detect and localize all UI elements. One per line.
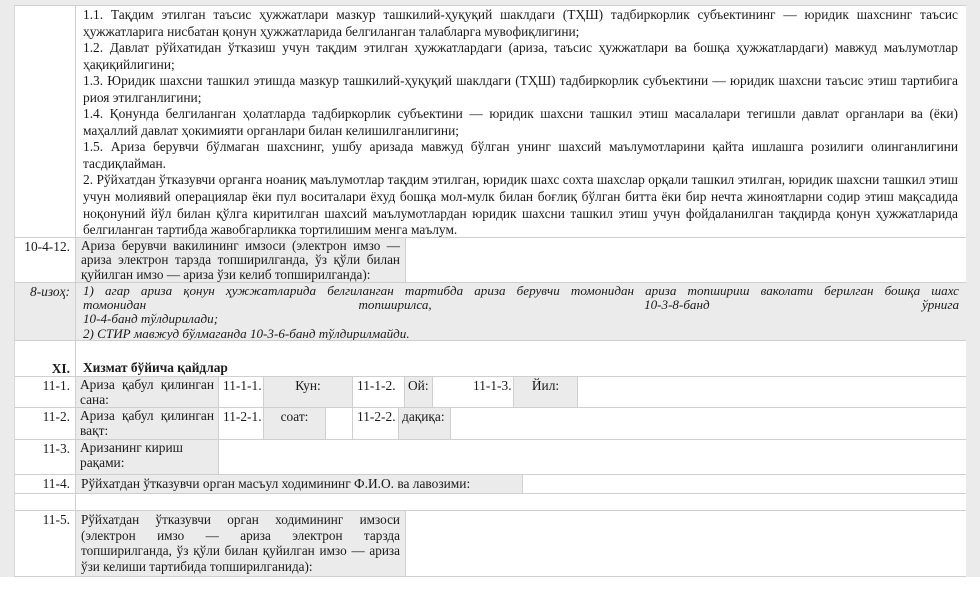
spacer-row xyxy=(15,341,966,360)
row-number-empty xyxy=(15,494,76,510)
sub-code: 11-1-1. xyxy=(219,377,264,407)
row-11-3 xyxy=(15,440,966,475)
entry-number-label: Аризанинг кириш рақами: xyxy=(76,440,219,474)
year-label: Йил: xyxy=(513,377,578,407)
note-word: 10-3-8-банд xyxy=(644,296,710,312)
page-margin-left xyxy=(0,0,14,577)
month-label: Ой: xyxy=(405,377,433,407)
row-number: 11-4. xyxy=(15,475,76,493)
time-received-label: Ариза қабул қилинган вақт: xyxy=(76,408,219,439)
note-line: 1) агар ариза қонун ҳужжатларида белгиланган тартибда ариза берувчи томонидан ариза топшириш ваколати берилган бошқа шахс xyxy=(83,282,959,298)
empty-cell xyxy=(76,494,966,510)
note-8-text xyxy=(76,283,966,341)
representative-signature-fill-cell[interactable] xyxy=(406,238,966,282)
row-11-2 xyxy=(15,408,966,440)
month-fill-cell[interactable] xyxy=(433,377,469,407)
page-margin-right xyxy=(966,0,980,577)
year-fill-cell[interactable] xyxy=(578,377,966,407)
declaration-paragraph: 1.1. Тақдим этилган таъсис ҳужжатлари мазкур ташкилий-ҳуқуқий шаклдаги (ТҲШ) тадбиркорлик субъектининг — юридик шахснинг таъсис ҳужжатларига нисбатан қонун ҳужжатларида белгиланган талабларга мувофиқлигини; xyxy=(83,7,958,39)
sub-code: 11-2-2. xyxy=(353,408,399,439)
official-signature-label: Рўйхатдан ўтказувчи орган ходимининг имзоси (электрон имзо — ариза электрон тарзда топширилганда, ўз қўли билан қуйилган имзо — ариза ўзи келиши тартибида топширилганида): xyxy=(76,511,406,576)
sub-code: 11-1-2. xyxy=(353,377,405,407)
section-number: XI. xyxy=(15,360,76,376)
sub-code: 11-2-1. xyxy=(219,408,264,439)
hour-label: соат: xyxy=(264,408,326,439)
note-word: ўрнига xyxy=(921,296,959,312)
note-word: томонидан xyxy=(83,296,147,312)
row-number: 8-изоҳ: xyxy=(15,283,76,341)
entry-number-fill-cell[interactable] xyxy=(219,440,966,474)
row-number: 11-2. xyxy=(15,408,76,439)
note-line: 2) СТИР мавжуд бўлмаганда 10-3-6-банд тўлдирилмайди. xyxy=(83,325,410,341)
declaration-paragraph: 1.2. Давлат рўйхатидан ўтказиш учун тақдим этилган ҳужжатлардаги (ариза, таъсис ҳужжатлари ва бошқа ҳужжатлардаги) мавжуд маълумотлар ҳақиқийлигини; xyxy=(83,40,958,72)
registration-form-table xyxy=(14,5,966,577)
minute-fill-cell[interactable] xyxy=(451,408,966,439)
representative-signature-label: Ариза берувчи вакилининг имзоси (электрон имзо — ариза электрон тарзда топширилганда, ўз қўли билан қуйилган имзо — ариза ўзи келиб топширилганда): xyxy=(76,238,406,282)
row-11-1 xyxy=(15,377,966,408)
empty-cell xyxy=(76,341,966,360)
sub-code: 11-1-3. xyxy=(473,378,512,394)
official-signature-fill-cell[interactable] xyxy=(406,511,966,576)
date-received-label: Ариза қабул қилинган сана: xyxy=(76,377,219,407)
declaration-paragraph: 1.3. Юридик шахсни ташкил этишда мазкур ташкилий-ҳуқуқий шаклдаги (ТҲШ) тадбиркорлик субъектини — юридик шахсни таъсис этиш тартибига риоя этилганлигини; xyxy=(83,73,958,105)
official-name-fill-cell[interactable] xyxy=(523,475,966,493)
row-number: 11-5. xyxy=(15,511,76,576)
row-number: 11-1. xyxy=(15,377,76,407)
declaration-paragraph: 2. Рўйхатдан ўтказувчи органга ноаниқ маълумотлар тақдим этилган, юридик шахс сохта шахслар орқали ташкил этилган, юридик шахсни ташкил этиш учун молиявий операциялар ёки пул воситалари ёхуд бошқа мол-мулк билан боғлиқ бўлган битта ёки бир нечта жиноятларни содир этиш мақсадида ноқонуний йўл билан қўлга киритилган шахсий маълумотлардан юридик шахсни ташкил этиш учун фойдаланилган тақдирда қонун ҳужжатларида белгиланган тартибда жавобгарликка тортилишим менга маълум. xyxy=(83,172,958,238)
declarations-row xyxy=(15,6,966,238)
row-11-5 xyxy=(15,511,966,577)
row-number-empty xyxy=(15,6,76,237)
row-number-empty xyxy=(15,341,76,360)
note-line: 10-4-банд тўлдирилади; xyxy=(83,311,219,327)
declarations-text-block xyxy=(76,6,966,237)
row-number: 11-3. xyxy=(15,440,76,474)
section-xi-heading-row xyxy=(15,360,966,377)
hour-fill-cell[interactable] xyxy=(326,408,353,439)
minute-label: дақиқа: xyxy=(399,408,451,439)
note-line xyxy=(83,298,959,312)
day-label: Кун: xyxy=(264,377,353,407)
official-name-label: Рўйхатдан ўтказувчи орган масъул ходимининг Ф.И.О. ва лавозими: xyxy=(76,475,523,493)
note-word: топширилса, xyxy=(358,296,432,312)
row-11-4 xyxy=(15,475,966,494)
row-10-4-12 xyxy=(15,238,966,283)
row-number: 10-4-12. xyxy=(15,238,76,282)
spacer-row xyxy=(15,494,966,511)
row-note-8 xyxy=(15,283,966,342)
declaration-paragraph: 1.4. Қонунда белгиланган ҳолатларда тадбиркорлик субъектини — юридик шахсни ташкил этиш масалалари тегишли давлат органлари ва (ёки) маҳаллий давлат ҳокимияти органлари билан келишилганлигини; xyxy=(83,106,958,138)
section-title: Хизмат бўйича қайдлар xyxy=(83,360,228,376)
declaration-paragraph: 1.5. Ариза берувчи бўлмаган шахснинг, ушбу аризада мавжуд бўлган унинг шахсий маълумотларини қайта ишлашга розилиги олинганлигини тасдиқлайман. xyxy=(83,139,958,171)
